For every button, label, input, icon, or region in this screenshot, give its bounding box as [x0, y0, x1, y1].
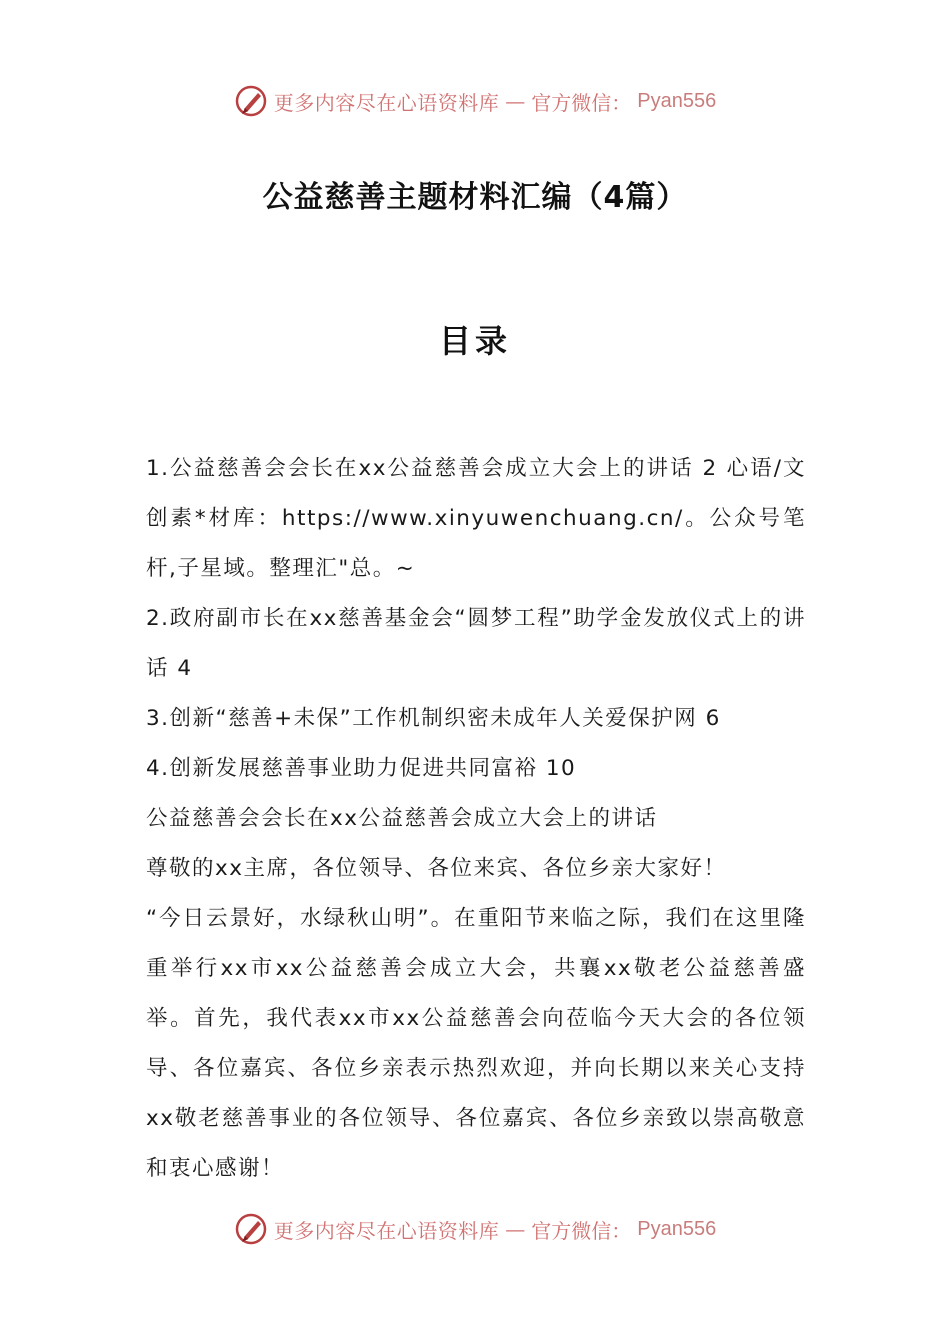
- watermark-footer: [0, 1212, 950, 1246]
- toc-link-1[interactable]: 1.公益慈善会会长在xx公益慈善会成立大会上的讲话 2 心语/文创素*材库：https://www.xinyuwenchuang.cn/。公众号笔杆,子星域。整理汇"总。~: [146, 456, 806, 581]
- watermark-official: 官方微信：: [531, 1218, 632, 1243]
- toc-link-4[interactable]: 4.创新发展慈善事业助力促进共同富裕 10: [146, 756, 577, 781]
- toc-item-3[interactable]: [146, 694, 806, 744]
- document-title: 公益慈善主题材料汇编（4篇）: [262, 180, 688, 215]
- toc-item-2[interactable]: [146, 594, 806, 694]
- toc-item-1[interactable]: [146, 444, 806, 594]
- toc-link-2[interactable]: 2.政府副市长在xx慈善基金会“圆梦工程”助学金发放仪式上的讲话 4: [146, 606, 806, 681]
- watermark-handle: Pyan556: [637, 89, 717, 112]
- watermark-dash: —: [505, 1217, 526, 1241]
- salutation: 尊敬的xx主席，各位领导、各位来宾、各位乡亲大家好！: [146, 856, 727, 881]
- watermark-handle: Pyan556: [637, 1217, 717, 1240]
- toc-item-4[interactable]: [146, 744, 806, 794]
- watermark-header: [0, 84, 950, 118]
- body-paragraph: “今日云景好，水绿秋山明”。在重阳节来临之际，我们在这里隆重举行xx市xx公益慈善会成立大会，共襄xx敬老公益慈善盛举。首先，我代表xx市xx公益慈善会向莅临今天大会的各位领导、各位嘉宾、各位乡亲表示热烈欢迎，并向长期以来关心支持xx敬老慈善事业的各位领导、各位嘉宾、各位乡亲致以崇高敬意和衷心感谢！: [146, 906, 806, 1181]
- pen-logo-icon: [234, 84, 268, 118]
- pen-logo-icon: [234, 1212, 268, 1246]
- watermark-brand: 更多内容尽在心语资料库: [273, 90, 500, 115]
- toc-heading: 目录: [438, 322, 511, 360]
- watermark-official: 官方微信：: [531, 90, 632, 115]
- document-content: [146, 444, 806, 1194]
- watermark-dash: —: [505, 89, 526, 113]
- watermark-brand: 更多内容尽在心语资料库: [273, 1218, 500, 1243]
- section-title: 公益慈善会会长在xx公益慈善会成立大会上的讲话: [146, 806, 658, 831]
- toc-link-3[interactable]: 3.创新“慈善+未保”工作机制织密未成年人关爱保护网 6: [146, 706, 721, 731]
